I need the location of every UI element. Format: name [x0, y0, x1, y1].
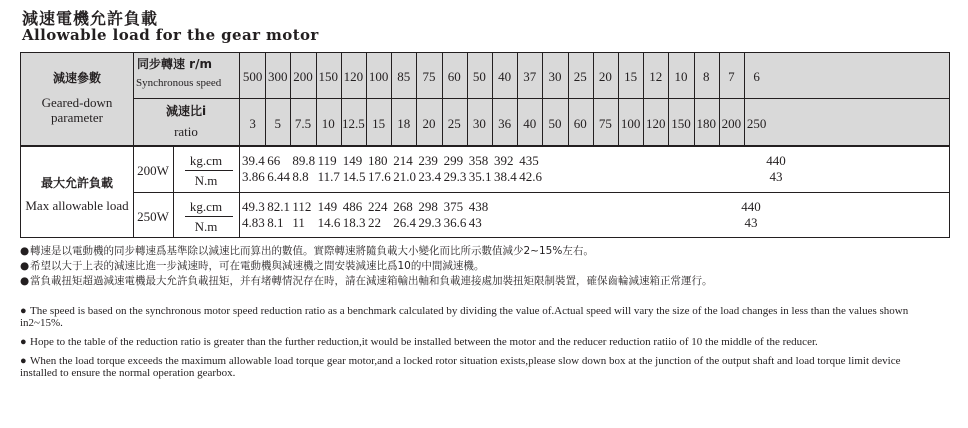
column-divider [668, 53, 669, 145]
note-zh-1 [20, 244, 950, 259]
torque-nm-value: 14.6 [317, 215, 341, 230]
max-load-label-en: Max allowable load [25, 198, 129, 213]
column-divider [366, 53, 367, 145]
note-en-3-text: When the load torque exceeds the maximum allowable load torque gear motor,and a locked rotor situation exists,please slow down box at the junction of the output shaft and load torque limit device installed to ensure the normal operation gearbox. [20, 355, 901, 379]
note-zh-1-text: 轉速是以電動機的同步轉速爲基準除以減速比而算出的數值。實際轉速將隨負載大小變化而比所示數值減少2~15%左右。 [30, 245, 594, 257]
ratio-value: 18 [397, 116, 411, 131]
torque-nm-value: 6.44 [267, 169, 290, 184]
ratio-value: 200 [721, 116, 742, 131]
torque-nm-value: 14.5 [342, 169, 366, 184]
torque-kgcm-value: 438 [468, 199, 489, 214]
unit-fraction-line-250w [185, 216, 233, 217]
torque-nm-value: 4.83 [242, 215, 265, 230]
power-row-divider [133, 192, 949, 193]
column-divider [568, 53, 569, 145]
reducer-param-label-zh: 減速參數 [52, 71, 101, 85]
torque-kgcm-value: 299 [443, 153, 464, 168]
ratio-value: 120 [646, 116, 666, 131]
column-divider [517, 53, 518, 145]
bullet-icon: ● [20, 260, 30, 272]
speed-value: 85 [397, 69, 411, 84]
ratio-value: 60 [573, 116, 587, 131]
torque-nm-value: 11 [292, 215, 305, 230]
speed-value: 10 [674, 69, 688, 84]
speed-value: 120 [343, 69, 364, 84]
ratio-value: 250 [746, 116, 767, 131]
torque-nm-value: 3.86 [242, 169, 265, 184]
speed-value: 8 [702, 69, 710, 84]
torque-kgcm-value: 435 [519, 153, 539, 168]
torque-kgcm-value: 112 [292, 199, 312, 214]
unit-nm-200w: N.m [194, 173, 218, 188]
torque-kgcm-value: 49.3 [242, 199, 265, 214]
note-zh-2 [20, 259, 950, 274]
torque-nm-value: 17.6 [368, 169, 391, 184]
column-divider [593, 53, 594, 145]
ratio-value: 75 [598, 116, 612, 131]
torque-kgcm-value: 298 [418, 199, 438, 214]
torque-nm-value: 22 [368, 215, 381, 230]
notes-english [20, 305, 940, 386]
speed-value: 20 [598, 69, 612, 84]
torque-nm-value: 29.3 [443, 169, 467, 184]
speed-value: 50 [472, 69, 486, 84]
column-divider [416, 53, 417, 145]
sync-speed-label-en: Synchronous speed [136, 77, 222, 89]
speed-value: 15 [624, 69, 638, 84]
torque-kgcm-value: 149 [342, 153, 363, 168]
ratio-value: 15 [372, 116, 386, 131]
note-zh-3 [20, 274, 950, 289]
torque-nm-value: 29.3 [418, 215, 442, 230]
ratio-value: 180 [696, 116, 716, 131]
bullet-icon: ● [20, 336, 27, 348]
torque-nm-value: 23.4 [418, 169, 442, 184]
ratio-value: 150 [671, 116, 691, 131]
power-200w: 200W [137, 163, 169, 178]
torque-nm-value: 18.3 [342, 215, 366, 230]
notes-chinese [20, 244, 950, 289]
ratio-value: 20 [422, 116, 436, 131]
speed-value: 300 [268, 69, 288, 84]
ratio-value: 3 [249, 116, 256, 131]
ratio-value: 50 [548, 116, 562, 131]
torque-kgcm-value: 224 [368, 199, 388, 214]
speed-value: 40 [498, 69, 512, 84]
unit-kgcm-250w: kg.cm [189, 199, 223, 214]
reducer-param-label-en: Geared-down parameter [41, 95, 113, 125]
column-divider [694, 53, 695, 145]
note-en-2 [20, 336, 940, 348]
column-divider [618, 53, 619, 145]
torque-kgcm-value: 89.8 [292, 153, 316, 168]
note-en-3 [20, 355, 940, 379]
speed-value: 12 [649, 69, 663, 84]
column-divider [492, 53, 493, 145]
power-250w: 250W [137, 209, 169, 224]
column-divider [719, 53, 720, 145]
rest-nm-250w: 43 [744, 215, 758, 230]
note-en-1-text: The speed is based on the synchronous motor speed reduction ratio as a benchmark calculated by dividing the value of.Actual speed will vary the size of the load changes in less than the values shown in2~15%. [20, 305, 909, 329]
torque-kgcm-value: 214 [393, 153, 413, 168]
column-divider [265, 53, 266, 145]
column-divider [341, 53, 342, 145]
torque-kgcm-value: 375 [443, 199, 464, 214]
ratio-value: 5 [274, 116, 282, 131]
ratio-value: 25 [447, 116, 461, 131]
column-divider [442, 53, 443, 145]
ratio-value: 100 [620, 116, 641, 131]
torque-nm-value: 11.7 [317, 169, 340, 184]
ratio-label-zh: 減速比i [165, 104, 207, 118]
bullet-icon: ● [20, 275, 30, 287]
header-divider [21, 145, 949, 147]
torque-kgcm-value: 486 [342, 199, 363, 214]
unit-fraction-line-200w [185, 170, 233, 171]
note-zh-2-text: 希望以大于上表的減速比進一步減速時，可在電動機與減速機之間安裝減速比爲10的中間減速機。 [30, 260, 485, 272]
torque-nm-value: 36.6 [443, 215, 467, 230]
unit-kgcm-200w: kg.cm [189, 153, 223, 168]
speed-value: 30 [548, 69, 562, 84]
speed-value: 6 [753, 69, 760, 84]
speed-value: 37 [523, 69, 537, 84]
torque-nm-value: 43 [468, 215, 482, 230]
allowable-load-table [20, 52, 950, 238]
torque-kgcm-value: 66 [267, 153, 281, 168]
ratio-value: 7.5 [294, 116, 312, 131]
speed-ratio-divider [133, 98, 949, 99]
title-chinese: 減速電機允許負載 [22, 9, 159, 28]
speed-value: 60 [447, 69, 461, 84]
ratio-value: 10 [321, 116, 335, 131]
torque-nm-value: 35.1 [468, 169, 492, 184]
bullet-icon: ● [20, 355, 27, 367]
torque-nm-value: 8.1 [267, 215, 284, 230]
column-divider [391, 53, 392, 145]
bullet-icon: ● [20, 305, 27, 317]
torque-kgcm-value: 392 [494, 153, 514, 168]
torque-nm-value: 38.4 [494, 169, 517, 184]
torque-kgcm-value: 268 [393, 199, 413, 214]
ratio-value: 30 [472, 116, 486, 131]
speed-value: 500 [242, 69, 263, 84]
column-divider [290, 53, 291, 145]
speed-value: 75 [422, 69, 436, 84]
speed-value: 150 [318, 69, 338, 84]
torque-kgcm-value: 180 [368, 153, 388, 168]
rest-kgcm-250w: 440 [741, 199, 761, 214]
column-divider [744, 53, 745, 145]
speed-value: 25 [573, 69, 587, 84]
power-column-divider [173, 145, 174, 237]
torque-kgcm-value: 39.4 [242, 153, 265, 168]
bullet-icon: ● [20, 245, 30, 257]
speed-value: 7 [728, 69, 735, 84]
ratio-value: 40 [523, 116, 537, 131]
left-column-divider [133, 53, 134, 237]
ratio-label-en: ratio [174, 124, 198, 139]
speed-value: 200 [293, 69, 313, 84]
ratio-value: 12.5 [342, 116, 365, 131]
unit-nm-250w: N.m [194, 219, 218, 234]
sync-speed-label-zh: 同步轉速 r/m [137, 57, 212, 71]
torque-kgcm-value: 82.1 [267, 199, 290, 214]
rest-kgcm-200w: 440 [766, 153, 786, 168]
column-divider [542, 53, 543, 145]
note-en-2-text: Hope to the table of the reduction ratio is greater than the further reduction,it would be installed between the motor and the reducer reduction ratiio of 10 the middle of the reducer. [30, 336, 818, 348]
torque-kgcm-value: 149 [317, 199, 338, 214]
torque-nm-value: 21.0 [393, 169, 416, 184]
rest-nm-200w: 43 [769, 169, 783, 184]
title-english: Allowable load for the gear motor [22, 26, 319, 44]
torque-nm-value: 42.6 [519, 169, 542, 184]
column-divider [316, 53, 317, 145]
column-divider [467, 53, 468, 145]
torque-nm-value: 26.4 [393, 215, 416, 230]
note-zh-3-text: 當負載扭矩超過減速電機最大允許負載扭矩，并有堵轉情況存在時，請在減速箱輸出軸和負載連接處加裝扭矩限制裝置，確保齒輪減速箱正常運行。 [30, 275, 713, 287]
ratio-value: 36 [498, 116, 512, 131]
torque-nm-value: 8.8 [292, 169, 309, 184]
torque-kgcm-value: 358 [468, 153, 489, 168]
column-divider [643, 53, 644, 145]
torque-kgcm-value: 239 [418, 153, 438, 168]
torque-kgcm-value: 119 [317, 153, 337, 168]
speed-value: 100 [368, 69, 389, 84]
max-load-label-zh: 最大允許負載 [40, 176, 113, 190]
note-en-1 [20, 305, 940, 329]
